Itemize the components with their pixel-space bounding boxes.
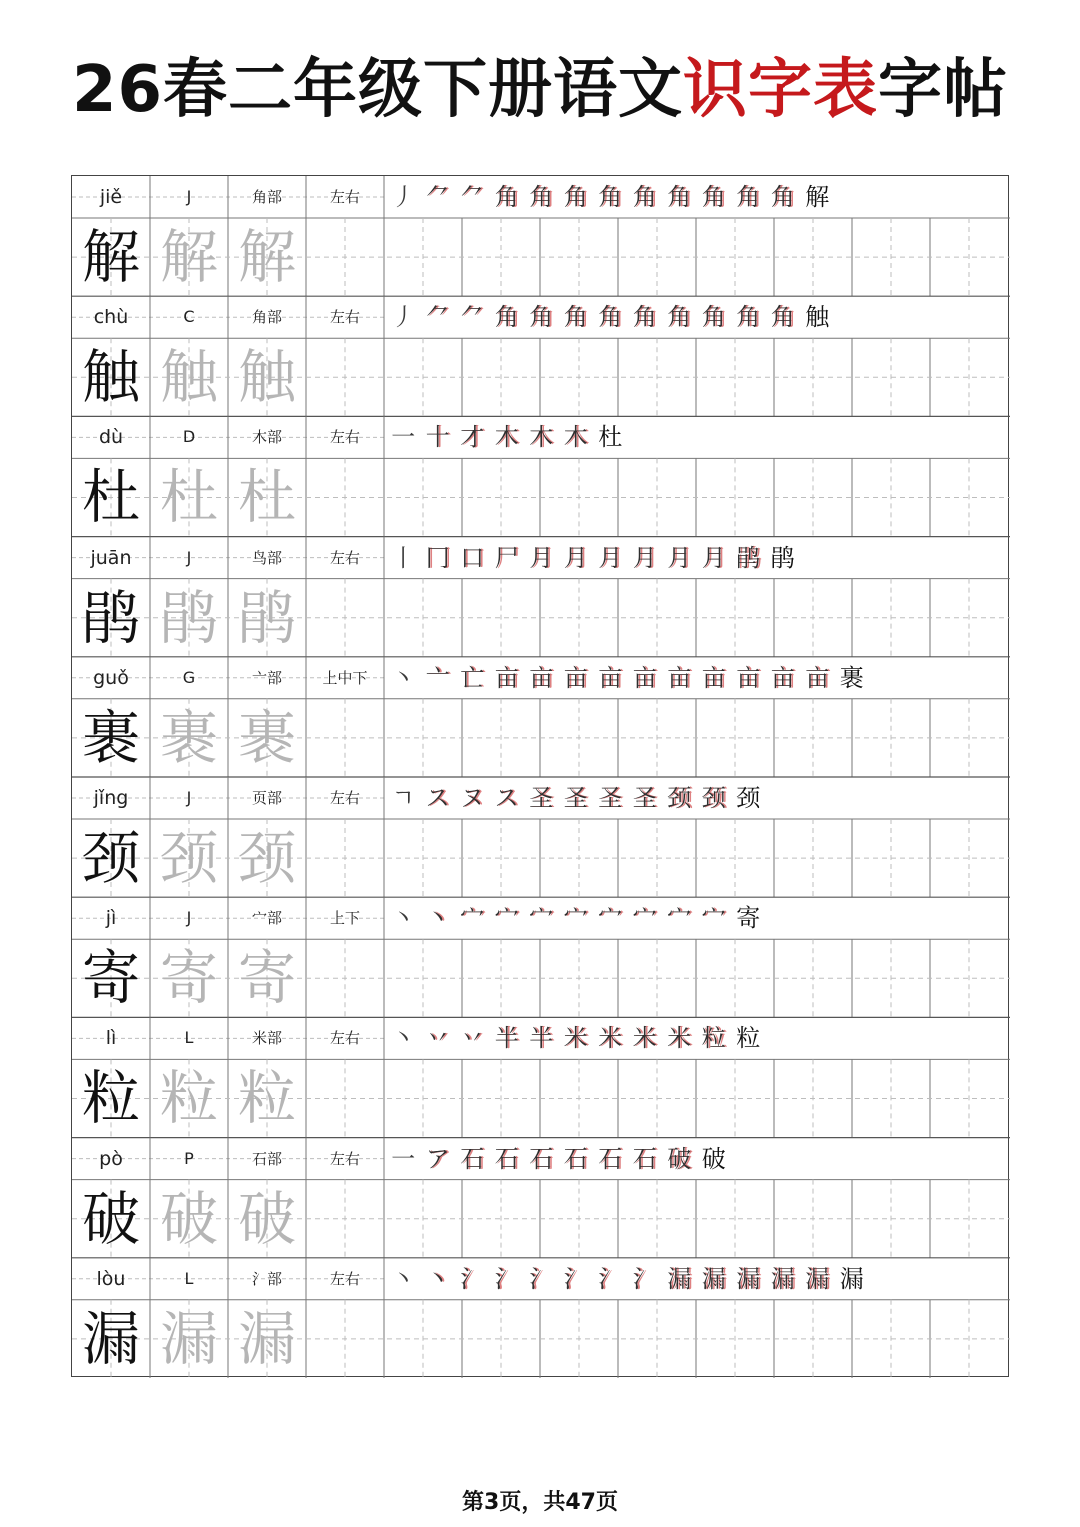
stroke-step: 杜: [598, 423, 623, 452]
stroke-step: 鹃: [736, 543, 761, 572]
stroke-step: 解: [805, 183, 830, 211]
stroke-step: 丶: [391, 1264, 416, 1293]
trace-char: 漏: [159, 1304, 218, 1373]
stroke-step: 氵: [460, 1264, 485, 1293]
practice-char: 寄: [81, 944, 140, 1013]
stroke-step: 氵: [529, 1264, 554, 1293]
stroke-step: 石: [529, 1144, 554, 1173]
pinyin: chù: [93, 306, 129, 329]
stroke-step: 一: [391, 1144, 416, 1173]
stroke-step: 月: [598, 543, 623, 572]
stroke-step: 木: [494, 423, 519, 452]
stroke-step: 石: [460, 1144, 485, 1173]
stroke-step: 月: [667, 543, 692, 572]
stroke-step: 半: [529, 1024, 554, 1053]
stroke-step: 颈: [736, 784, 761, 812]
stroke-step: 丶: [425, 1264, 450, 1293]
stroke-step: 宀: [667, 904, 692, 933]
practice-char: 杜: [81, 463, 140, 532]
initial-letter: L: [184, 1028, 194, 1048]
trace-char: 触: [237, 343, 296, 412]
stroke-step: 半: [494, 1024, 519, 1053]
stroke-step: ヌ: [460, 784, 485, 812]
trace-char: 裹: [159, 703, 218, 772]
stroke-step: 圣: [632, 784, 657, 812]
stroke-step: 亩: [736, 663, 761, 692]
stroke-step: 月: [563, 543, 588, 572]
stroke-step: 宀: [529, 904, 554, 933]
stroke-order: [386, 416, 628, 458]
structure: 左右: [329, 548, 360, 567]
stroke-step: 木: [529, 423, 554, 452]
stroke-step: 漏: [839, 1264, 864, 1293]
pinyin: juān: [90, 546, 132, 569]
stroke-step: 宀: [460, 904, 485, 933]
structure: 左右: [329, 1029, 360, 1048]
stroke-step: 角: [701, 183, 726, 211]
stroke-step: 亩: [701, 663, 726, 692]
stroke-step: 丨: [391, 543, 416, 572]
initial-letter: C: [183, 307, 195, 327]
stroke-step: 寄: [736, 904, 761, 933]
stroke-step: 一: [391, 423, 416, 452]
stroke-step: 石: [632, 1144, 657, 1173]
stroke-step: 亩: [632, 663, 657, 692]
stroke-step: 丿: [391, 303, 416, 332]
stroke-step: 亩: [529, 663, 554, 692]
trace-char: 颈: [237, 824, 296, 892]
stroke-step: 角: [529, 303, 554, 332]
structure: 左右: [329, 1269, 360, 1288]
structure: 左右: [329, 1149, 360, 1168]
pinyin: pò: [99, 1147, 123, 1170]
radical: 石部: [251, 1149, 282, 1168]
stroke-step: 角: [598, 303, 623, 332]
stroke-step: 宀: [563, 904, 588, 933]
stroke-step: 十: [425, 423, 450, 452]
structure: 上中下: [322, 668, 368, 687]
pinyin: jiě: [99, 186, 123, 208]
stroke-order: [386, 1258, 869, 1300]
stroke-step: 亩: [563, 663, 588, 692]
initial-letter: J: [186, 788, 192, 807]
initial-letter: G: [182, 667, 196, 687]
stroke-step: 角: [701, 303, 726, 332]
stroke-step: 粒: [736, 1024, 761, 1053]
stroke-step: 丿: [391, 183, 416, 211]
stroke-step: 亩: [667, 663, 692, 692]
stroke-step: 氵: [598, 1264, 623, 1293]
stroke-step: 亩: [805, 663, 830, 692]
practice-char: 解: [81, 223, 140, 291]
stroke-step: ⺈: [425, 183, 450, 211]
stroke-step: 月: [701, 543, 726, 572]
stroke-step: 漏: [805, 1264, 830, 1293]
pinyin: guǒ: [93, 666, 129, 689]
radical: 角部: [251, 308, 282, 327]
stroke-order: [386, 777, 766, 819]
stroke-order: [386, 1017, 766, 1059]
stroke-step: 角: [736, 303, 761, 332]
stroke-order: [386, 296, 835, 338]
stroke-step: 角: [632, 303, 657, 332]
stroke-step: 丶: [391, 663, 416, 692]
stroke-step: 月: [632, 543, 657, 572]
stroke-step: 亡: [460, 663, 485, 692]
trace-char: 粒: [159, 1064, 218, 1133]
radical: 木部: [251, 428, 282, 447]
trace-char: 漏: [237, 1304, 296, 1373]
trace-char: 寄: [159, 944, 218, 1013]
stroke-step: ㄱ: [391, 784, 415, 812]
stroke-step: 米: [598, 1024, 623, 1053]
stroke-order: [386, 537, 800, 579]
stroke-step: 圣: [529, 784, 554, 812]
stroke-step: 木: [563, 423, 588, 452]
radical: 亠部: [251, 668, 282, 687]
structure: 左右: [329, 428, 360, 447]
stroke-step: 口: [460, 543, 485, 572]
stroke-step: 角: [667, 303, 692, 332]
trace-char: 寄: [237, 944, 296, 1013]
stroke-step: 丶: [391, 904, 416, 933]
stroke-step: 漏: [736, 1264, 761, 1293]
stroke-step: 角: [632, 183, 657, 211]
trace-char: 裹: [237, 703, 296, 772]
trace-char: 粒: [237, 1064, 296, 1133]
stroke-step: 角: [494, 183, 519, 211]
stroke-step: 圣: [598, 784, 623, 812]
initial-letter: L: [184, 1268, 194, 1288]
title-part-1: 26春二年级下册语文: [71, 53, 684, 127]
stroke-step: ⺈: [425, 303, 450, 332]
radical: 鸟部: [251, 548, 282, 567]
stroke-step: 破: [667, 1144, 692, 1173]
stroke-step: 米: [667, 1024, 692, 1053]
stroke-step: 漏: [667, 1264, 692, 1293]
radical: 宀部: [251, 909, 282, 928]
practice-char: 裹: [81, 703, 140, 772]
initial-letter: J: [186, 187, 192, 206]
stroke-step: 角: [667, 183, 692, 211]
stroke-order: [386, 657, 869, 699]
stroke-step: ス: [494, 784, 519, 812]
trace-char: 解: [159, 223, 218, 291]
stroke-step: 石: [598, 1144, 623, 1173]
title-part-3: 字帖: [878, 53, 1009, 127]
stroke-step: 角: [563, 183, 588, 211]
practice-sheet: [71, 175, 1009, 1377]
stroke-step: ス: [425, 784, 450, 812]
title-highlight: 识字表: [683, 53, 879, 127]
practice-char: 破: [81, 1184, 140, 1253]
trace-char: 触: [159, 343, 218, 412]
radical: 米部: [251, 1029, 282, 1048]
stroke-step: 角: [770, 303, 795, 332]
stroke-step: 角: [563, 303, 588, 332]
stroke-step: 角: [494, 303, 519, 332]
stroke-step: 宀: [598, 904, 623, 933]
initial-letter: D: [182, 427, 196, 447]
stroke-step: 尸: [494, 543, 519, 572]
trace-char: 鹃: [159, 583, 218, 652]
practice-char: 触: [81, 343, 140, 412]
page-title: [0, 50, 1080, 130]
stroke-step: 亩: [598, 663, 623, 692]
trace-char: 破: [159, 1184, 218, 1253]
initial-letter: J: [186, 908, 192, 928]
page-footer: 第3页，共47页: [462, 1490, 618, 1515]
stroke-step: ⺈: [460, 303, 485, 332]
stroke-step: 丷: [425, 1024, 450, 1053]
stroke-step: 角: [529, 183, 554, 211]
stroke-step: 鹃: [770, 543, 795, 572]
stroke-step: 角: [598, 183, 623, 211]
stroke-order: [386, 1138, 731, 1180]
structure: 左右: [329, 308, 360, 327]
trace-char: 杜: [237, 463, 296, 532]
stroke-step: 裹: [839, 663, 864, 692]
practice-char: 漏: [81, 1304, 140, 1373]
stroke-step: 宀: [632, 904, 657, 933]
stroke-step: 米: [563, 1024, 588, 1053]
stroke-step: 氵: [494, 1264, 519, 1293]
structure: 左右: [329, 188, 360, 206]
stroke-step: 粒: [701, 1024, 726, 1053]
trace-char: 杜: [159, 463, 218, 532]
pinyin: lì: [105, 1027, 117, 1050]
stroke-step: 破: [701, 1144, 726, 1173]
stroke-step: 氵: [632, 1264, 657, 1293]
stroke-step: 触: [805, 303, 830, 332]
initial-letter: P: [184, 1148, 194, 1168]
stroke-step: 颈: [701, 784, 726, 812]
stroke-step: 亩: [494, 663, 519, 692]
stroke-step: ア: [425, 1144, 450, 1173]
structure: 左右: [329, 789, 360, 807]
radical: 氵部: [251, 1269, 282, 1288]
stroke-step: 石: [494, 1144, 519, 1173]
pinyin: lòu: [96, 1267, 126, 1290]
stroke-step: 丶: [391, 1024, 416, 1053]
stroke-step: 角: [736, 183, 761, 211]
stroke-step: ⺈: [460, 183, 485, 211]
stroke-step: 冂: [425, 543, 450, 572]
pinyin: dù: [98, 426, 124, 449]
stroke-order: [386, 897, 766, 939]
pinyin: jǐng: [93, 787, 129, 809]
practice-char: 颈: [81, 824, 140, 892]
stroke-step: 宀: [494, 904, 519, 933]
structure: 上下: [329, 909, 360, 928]
trace-char: 破: [237, 1184, 296, 1253]
stroke-step: 亠: [425, 663, 450, 692]
stroke-step: 氵: [563, 1264, 588, 1293]
stroke-step: 石: [563, 1144, 588, 1173]
stroke-step: 圣: [563, 784, 588, 812]
stroke-step: 角: [770, 183, 795, 211]
stroke-step: 漏: [701, 1264, 726, 1293]
stroke-step: 漏: [770, 1264, 795, 1293]
trace-char: 颈: [159, 824, 218, 892]
stroke-step: 丶: [425, 904, 450, 933]
radical: 角部: [251, 188, 282, 206]
stroke-step: 月: [529, 543, 554, 572]
stroke-order: [386, 176, 835, 218]
radical: 页部: [251, 789, 282, 807]
trace-char: 鹃: [237, 583, 296, 652]
practice-char: 粒: [81, 1064, 140, 1133]
practice-char: 鹃: [81, 583, 140, 652]
trace-char: 解: [237, 223, 296, 291]
stroke-step: 丷: [460, 1024, 485, 1053]
stroke-step: 米: [632, 1024, 657, 1053]
stroke-step: 才: [460, 423, 485, 452]
initial-letter: J: [186, 547, 192, 567]
stroke-step: 亩: [770, 663, 795, 692]
stroke-step: 宀: [701, 904, 726, 933]
pinyin: jì: [105, 907, 117, 930]
stroke-step: 颈: [667, 784, 692, 812]
